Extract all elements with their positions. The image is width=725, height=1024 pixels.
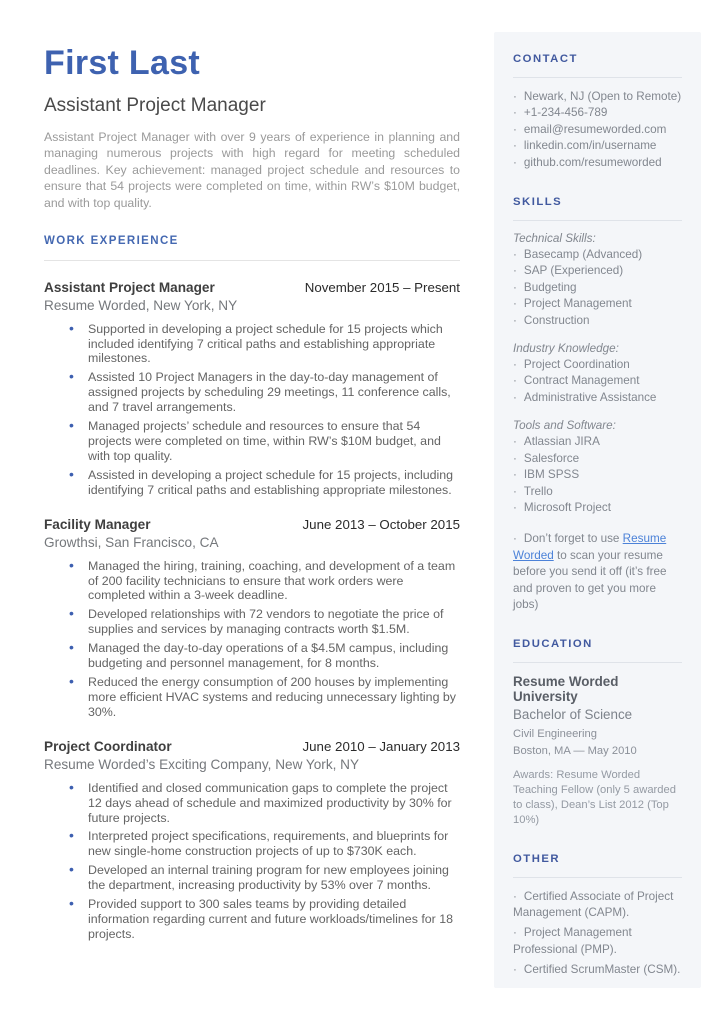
skills-heading: SKILLS	[513, 196, 563, 209]
job-title: Assistant Project Manager	[44, 279, 215, 295]
skill-item: · Atlassian JIRA	[513, 434, 682, 450]
work-experience-divider	[44, 260, 460, 261]
education-degree: Bachelor of Science	[513, 707, 633, 723]
certification-item: · Project Management Professional (PMP).	[513, 925, 682, 958]
job-dates: November 2015 – Present	[304, 279, 460, 295]
education-heading: EDUCATION	[513, 638, 593, 651]
job-header	[44, 739, 460, 754]
contact-github: · github.com/resumeworded	[513, 155, 682, 171]
skill-item: · SAP (Experienced)	[513, 263, 682, 279]
job-bullet: • Assisted in developing a project schedule for 15 projects, including identifying 7 critical paths and establishing appropriate milestones.	[88, 468, 460, 498]
job-entry	[44, 280, 460, 498]
skill-list	[513, 247, 682, 329]
job-bullet: • Assisted 10 Project Managers in the day-to-day management of assigned projects by scheduling 29 meetings, 11 conference calls, and 7 travel arrangements.	[88, 370, 460, 415]
person-name: First Last	[44, 44, 201, 82]
education-major: Civil Engineering	[513, 728, 597, 741]
skill-item: · Contract Management	[513, 373, 682, 389]
summary-paragraph: Assistant Project Manager with over 9 years of experience in planning and managing numerous projects with high regard for meeting scheduled deadlines. Key achievement: managed project schedule and resources to ensure that 54 projects were completed on time, within RW’s $10M budget, and with top quality.	[44, 129, 460, 211]
job-bullet-list	[44, 559, 460, 720]
other-divider	[513, 877, 682, 878]
skill-item: · Construction	[513, 313, 682, 329]
job-bullet: • Managed the day-to-day operations of a $4.5M campus, including budgeting and personnel management, for 8 months.	[88, 641, 460, 671]
job-entry	[44, 517, 460, 720]
job-bullet: • Reduced the energy consumption of 200 houses by implementing more efficient HVAC systems and reducing unnecessary lighting by 30%.	[88, 675, 460, 720]
contact-heading: CONTACT	[513, 53, 578, 65]
resume-sidebar	[494, 32, 701, 988]
job-company: Growthsi, San Francisco, CA	[44, 534, 219, 550]
skills-section	[513, 196, 682, 613]
job-bullet: • Managed the hiring, training, coaching, and development of a team of 200 facility technicians to ensure that work orders were completed within a 3-week deadline.	[88, 559, 460, 604]
education-school: Resume Worded University	[513, 674, 619, 705]
other-section	[513, 853, 682, 979]
work-experience-heading: WORK EXPERIENCE	[44, 234, 179, 247]
certification-item: · Certified ScrumMaster (CSM).	[513, 962, 682, 978]
skill-group-label: Tools and Software:	[513, 419, 616, 433]
other-list	[513, 889, 682, 979]
skill-item: · IBM SPSS	[513, 467, 682, 483]
education-divider	[513, 662, 682, 663]
job-bullet: • Developed relationships with 72 vendors to negotiate the price of supplies and services by managing contracts worth $1.5M.	[88, 607, 460, 637]
skill-group-label: Industry Knowledge:	[513, 342, 619, 356]
contact-divider	[513, 77, 682, 78]
note-prefix: Don’t forget to use	[523, 532, 623, 546]
contact-list	[513, 89, 682, 171]
job-dates: June 2013 – October 2015	[302, 516, 460, 532]
education-awards: Awards: Resume Worded Teaching Fellow (only 5 awarded to class), Dean’s List 2012 (Top 10%)	[513, 768, 676, 826]
education-location-date: Boston, MA — May 2010	[513, 744, 637, 757]
job-bullet: • Supported in developing a project schedule for 15 projects which included identifying 7 critical paths and establishing appropriate milestones.	[88, 322, 460, 367]
resume-main-column	[44, 46, 460, 946]
contact-linkedin: · linkedin.com/in/username	[513, 138, 682, 154]
note-suffix: to scan your resume before you send it off (it’s free and proven to get you more jobs)	[513, 548, 667, 611]
skill-item: · Budgeting	[513, 280, 682, 296]
skills-divider	[513, 220, 682, 221]
skill-item: · Administrative Assistance	[513, 390, 682, 406]
job-bullet: • Interpreted project specifications, requirements, and blueprints for new single-home construction projects of up to $730K each.	[88, 829, 460, 859]
skill-item: · Salesforce	[513, 451, 682, 467]
skill-item: · Project Management	[513, 296, 682, 312]
job-title: Facility Manager	[44, 516, 151, 532]
job-bullet: • Identified and closed communication gaps to complete the project 12 days ahead of schedule and maximized productivity by 30% for future projects.	[88, 781, 460, 826]
job-company: Resume Worded’s Exciting Company, New York, NY	[44, 756, 360, 772]
job-header	[44, 517, 460, 532]
person-title: Assistant Project Manager	[44, 94, 266, 116]
skill-list	[513, 357, 682, 406]
job-company: Resume Worded, New York, NY	[44, 297, 238, 313]
contact-location: · Newark, NJ (Open to Remote)	[513, 89, 682, 105]
certification-item: · Certified Associate of Project Management (CAPM).	[513, 889, 682, 922]
other-heading: OTHER	[513, 852, 561, 865]
skill-group-label: Technical Skills:	[513, 232, 596, 246]
contact-email: · email@resumeworded.com	[513, 122, 682, 138]
contact-phone: · +1-234-456-789	[513, 105, 682, 121]
skill-item: · Basecamp (Advanced)	[513, 247, 682, 263]
job-bullet: • Developed an internal training program for new employees joining the department, increasing productivity by 53% over 7 months.	[88, 863, 460, 893]
job-entry	[44, 739, 460, 942]
job-bullet-list	[44, 781, 460, 942]
skill-item: · Trello	[513, 484, 682, 500]
skill-item: · Project Coordination	[513, 357, 682, 373]
job-header	[44, 280, 460, 295]
job-bullet: • Provided support to 300 sales teams by providing detailed information regarding current and future workloads/timelines for 18 projects.	[88, 897, 460, 942]
job-title: Project Coordinator	[44, 738, 172, 754]
job-dates: June 2010 – January 2013	[302, 738, 460, 754]
skill-list	[513, 434, 682, 516]
skill-item: · Microsoft Project	[513, 500, 682, 516]
job-bullet: • Managed projects’ schedule and resources to ensure that 54 projects were completed on time, within RW’s $10M budget, and with top quality.	[88, 419, 460, 464]
resume-worded-note	[513, 531, 682, 613]
education-section	[513, 638, 682, 827]
job-bullet-list	[44, 322, 460, 498]
resume-worded-link[interactable]: Resume Worded	[513, 532, 667, 562]
